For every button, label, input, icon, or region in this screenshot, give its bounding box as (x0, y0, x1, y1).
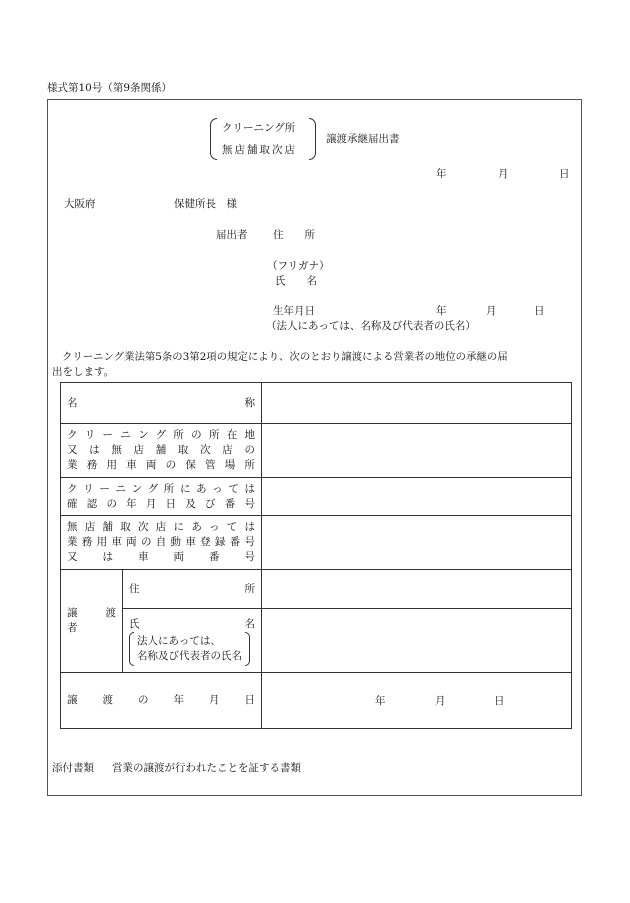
confirm-row-value[interactable] (262, 478, 572, 516)
left-bracket (210, 118, 217, 160)
vehicle-row-value[interactable] (262, 516, 572, 570)
transfer-month: 月 (435, 695, 446, 707)
transferor-address-value[interactable] (262, 570, 572, 609)
form-number: 様式第10号（第9条関係） (47, 82, 173, 94)
date-month: 月 (498, 168, 509, 180)
transferor-name-label: 氏 名 法人にあっては、 名称及び代表者の氏名 (123, 609, 262, 673)
transferor-note: 法人にあっては、 名称及び代表者の氏名 (129, 632, 250, 666)
birth-year: 年 (436, 305, 447, 317)
transfer-date-value[interactable] (262, 673, 572, 729)
confirm-row-label: クリーニング所にあっては 確認の年月日及び番号 (61, 478, 262, 516)
addressee-prefecture: 大阪府 (64, 198, 96, 210)
transferor-label: 譲 渡 者 (61, 570, 123, 673)
statement-line1: クリーニング業法第5条の3第2項の規定により、次のとおり譲渡による営業者の地位の承継の届 (62, 351, 508, 363)
right-bracket (309, 118, 316, 160)
statement-line2: 出をします。 (52, 366, 115, 378)
title-bracket-line2: 無店舗取次店 (222, 144, 297, 156)
attachment-text: 営業の譲渡が行われたことを証する書類 (112, 762, 301, 774)
attachment-label: 添付書類 (52, 762, 94, 774)
applicant-birth-label: 生年月日 (273, 305, 315, 317)
name-row-label: 名 称 (61, 383, 262, 424)
transferor-name-value[interactable] (262, 609, 572, 673)
birth-day: 日 (534, 305, 545, 317)
birth-month: 月 (486, 305, 497, 317)
applicant-label: 届出者 (216, 229, 248, 241)
applicant-name-label: 氏 名 (275, 275, 317, 287)
doc-title: 譲渡承継届出書 (326, 133, 400, 145)
vehicle-row-label: 無店舗取次店にあっては 業務用車両の自動車登録番号 又 は 車 両 番 号 (61, 516, 262, 570)
name-row-value[interactable] (262, 383, 572, 424)
location-row-value[interactable] (262, 424, 572, 478)
transferor-address-label: 住 所 (123, 570, 262, 609)
date-day: 日 (559, 168, 570, 180)
applicant-corp-note: （法人にあっては、名称及び代表者の氏名） (266, 320, 476, 332)
transfer-table (60, 382, 572, 729)
applicant-furigana: （フリガナ） (267, 260, 330, 272)
applicant-address-label: 住 所 (273, 229, 315, 241)
transfer-year: 年 (375, 695, 386, 707)
date-year: 年 (436, 168, 447, 180)
title-bracket-line1: クリーニング所 (222, 122, 296, 134)
addressee-office: 保健所長 様 (174, 198, 237, 210)
location-row-label: クリーニング所の所在地 又は無店舗取次店の 業務用車両の保管場所 (61, 424, 262, 478)
transfer-date-label: 譲 渡 の 年 月 日 (61, 673, 262, 729)
transfer-day: 日 (494, 695, 505, 707)
